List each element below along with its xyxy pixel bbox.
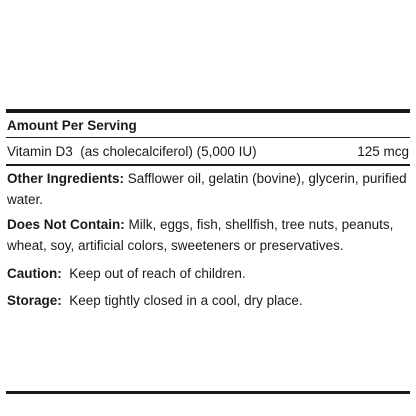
thick-divider	[6, 109, 410, 113]
medium-divider	[6, 164, 410, 166]
caution-paragraph	[7, 263, 409, 284]
does-not-contain-label: Does Not Contain:	[7, 217, 125, 232]
other-ingredients-paragraph	[7, 168, 409, 210]
caution-text: Keep out of reach of children.	[61, 266, 246, 281]
does-not-contain-paragraph	[7, 214, 409, 256]
other-ingredients-label: Other Ingredients:	[7, 171, 125, 186]
does-not-contain-text: Milk, eggs, fish, shellfish, tree nuts, peanuts, wheat, soy, artificial colors, sweeteners or preservatives.	[7, 217, 394, 253]
bottom-divider	[6, 391, 410, 394]
storage-label: Storage:	[7, 293, 62, 308]
nutrient-amount: 125 mcg	[357, 144, 409, 159]
thin-divider	[6, 137, 410, 138]
caution-label: Caution:	[7, 266, 62, 281]
nutrient-name: Vitamin D3 (as cholecalciferol) (5,000 IU)	[7, 144, 257, 159]
storage-paragraph	[7, 290, 409, 311]
other-ingredients-text: Safflower oil, gelatin (bovine), glycerin, purified water.	[7, 171, 407, 207]
storage-text: Keep tightly closed in a cool, dry place.	[61, 293, 303, 308]
nutrient-row	[7, 141, 409, 162]
amount-per-serving-heading: Amount Per Serving	[7, 118, 137, 133]
